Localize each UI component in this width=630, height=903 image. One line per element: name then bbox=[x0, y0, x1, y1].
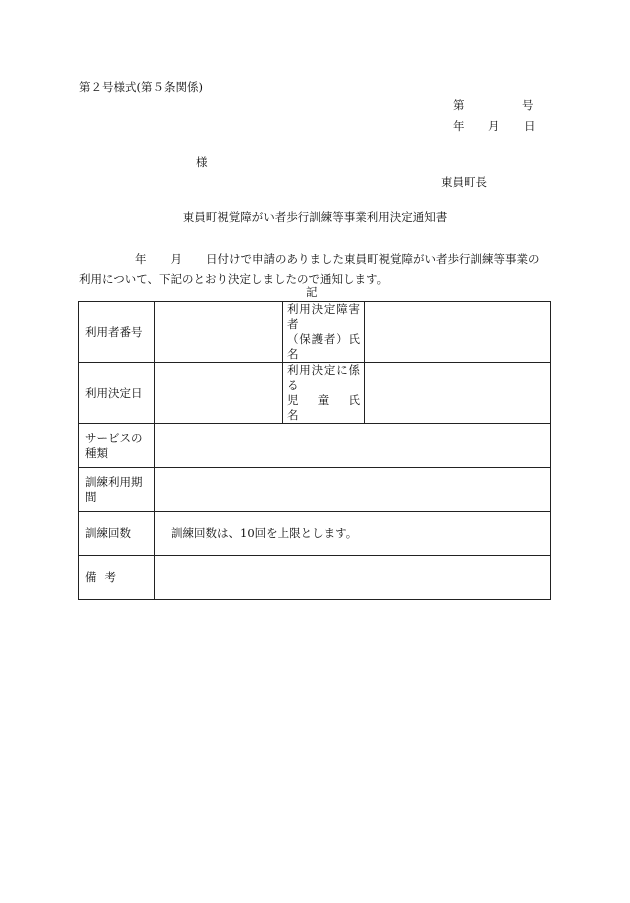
body-line2: 利用について、下記のとおり決定しましたので通知します。 bbox=[79, 272, 389, 286]
user-number-value bbox=[155, 302, 283, 363]
child-name-value bbox=[365, 363, 551, 424]
table-row-period bbox=[79, 468, 551, 512]
training-count-value: 訓練回数は、10回を上限とします。 bbox=[155, 512, 551, 556]
table-row-remarks bbox=[79, 556, 551, 600]
child-name-label-line1: 利用決定に係る bbox=[287, 363, 360, 392]
ki-heading: 記 bbox=[306, 285, 318, 299]
table-row-user-number bbox=[79, 302, 551, 363]
notice-table bbox=[78, 301, 551, 600]
recipient-honorific: 様 bbox=[196, 155, 208, 169]
document-title: 東員町視覚障がい者歩行訓練等事業利用決定通知書 bbox=[182, 210, 448, 224]
document-number-suffix: 号 bbox=[522, 98, 534, 112]
guardian-name-label-line2: （保護者）氏名 bbox=[287, 332, 360, 361]
child-name-label-line2: 児 童 氏 名 bbox=[287, 393, 372, 422]
service-type-label: サービスの種類 bbox=[79, 424, 155, 468]
decision-date-value bbox=[155, 363, 283, 424]
issue-date-month: 月 bbox=[488, 119, 500, 133]
table-row-count bbox=[79, 512, 551, 556]
table-row-service-type bbox=[79, 424, 551, 468]
remarks-label: 備考 bbox=[79, 556, 155, 600]
table-row-decision-date bbox=[79, 363, 551, 424]
service-type-value bbox=[155, 424, 551, 468]
issue-date-day: 日 bbox=[524, 119, 536, 133]
training-period-value bbox=[155, 468, 551, 512]
body-year: 年 bbox=[135, 252, 147, 266]
remarks-value bbox=[155, 556, 551, 600]
document-number-prefix: 第 bbox=[453, 98, 465, 112]
guardian-name-value bbox=[365, 302, 551, 363]
notice-body bbox=[79, 249, 559, 289]
body-month: 月 bbox=[170, 252, 182, 266]
guardian-name-label bbox=[283, 302, 365, 363]
guardian-name-label-line1: 利用決定障害者 bbox=[287, 302, 360, 331]
form-number-label: 第２号様式(第５条関係) bbox=[79, 80, 203, 94]
body-line1: 日付けで申請のありました東員町視覚障がい者歩行訓練等事業の bbox=[206, 252, 540, 266]
sender-name: 東員町長 bbox=[441, 175, 487, 189]
training-period-label: 訓練利用期間 bbox=[79, 468, 155, 512]
training-count-label: 訓練回数 bbox=[79, 512, 155, 556]
child-name-label bbox=[283, 363, 372, 424]
decision-date-label: 利用決定日 bbox=[79, 363, 155, 424]
user-number-label: 利用者番号 bbox=[79, 302, 155, 363]
issue-date-year: 年 bbox=[453, 119, 465, 133]
